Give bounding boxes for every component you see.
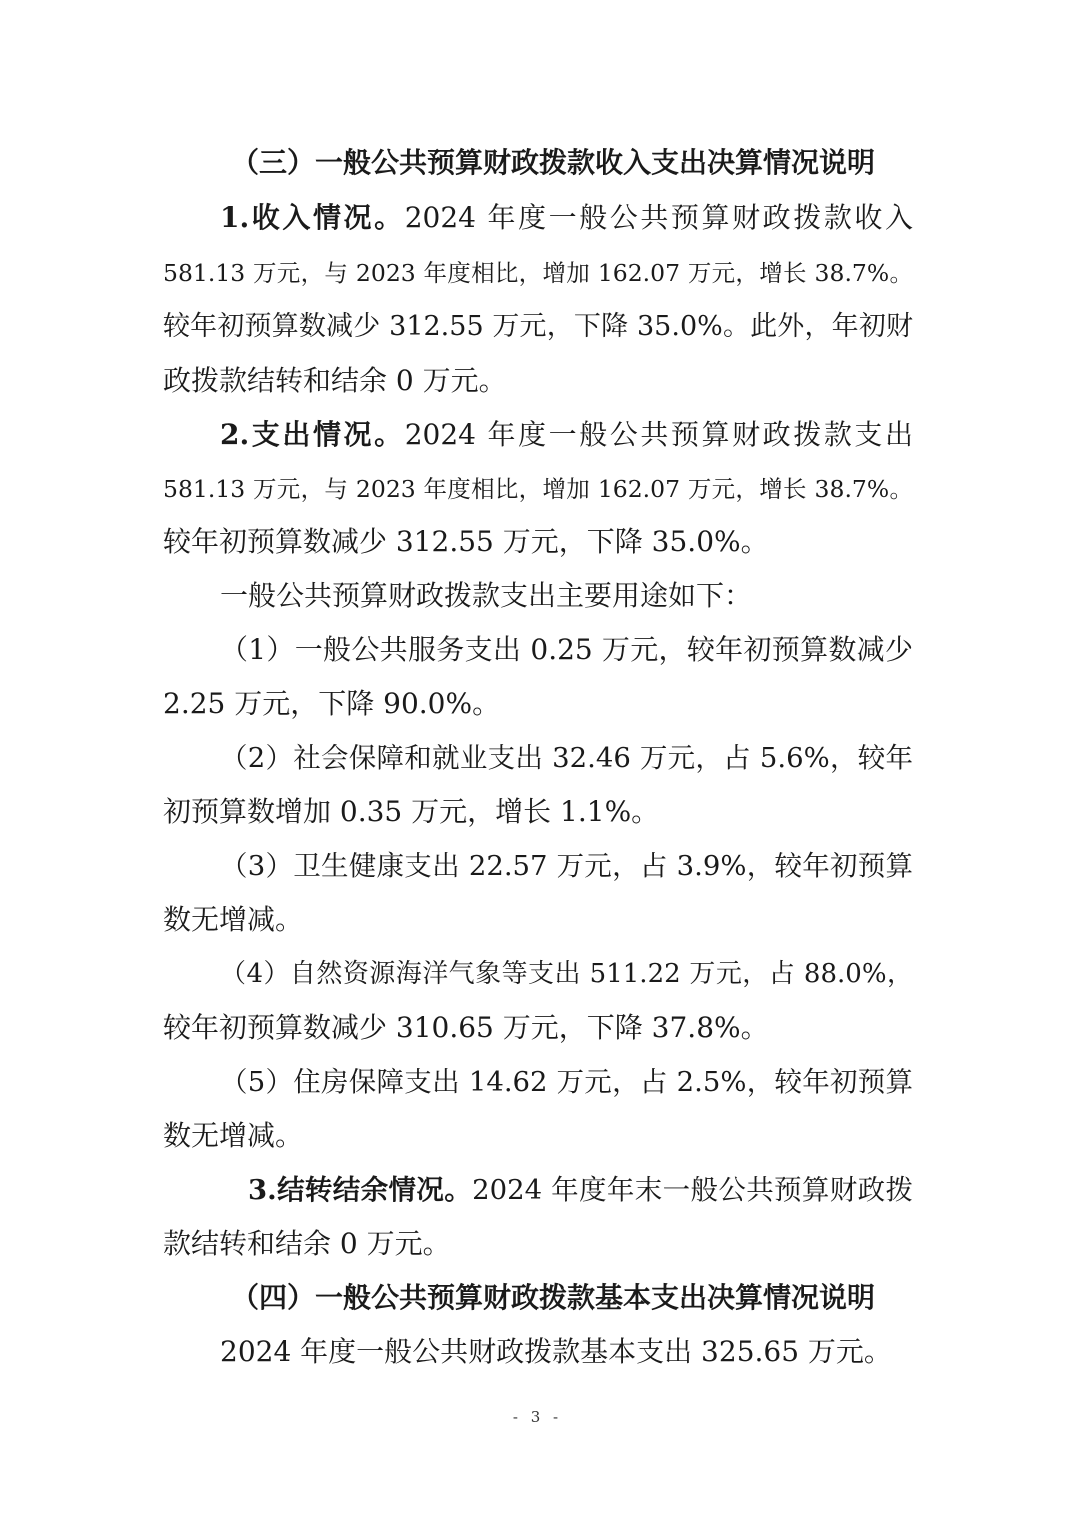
section3-heading: （三）一般公共预算财政拨款收入支出决算情况说明 xyxy=(231,146,876,179)
expense-line-2: 581.13 万元，与 2023 年度相比，增加 162.07 万元，增长 38.7%。 xyxy=(163,475,913,503)
carryover-line-1-text: 2024 年度年末一般公共预算财政拨 xyxy=(472,1174,913,1206)
uses-intro: 一般公共预算财政拨款支出主要用途如下： xyxy=(220,579,753,612)
income-label: 1.收入情况。 xyxy=(220,201,405,234)
income-line-1-text: 2024 年度一般公共预算财政拨款收入 xyxy=(404,201,913,234)
use-item-5-line-2: 数无增减。 xyxy=(163,1119,304,1152)
income-line-3: 较年初预算数减少 312.55 万元，下降 35.0%。此外，年初财 xyxy=(163,311,913,342)
income-line-1 xyxy=(220,198,913,238)
use-item-1-line-1: （1）一般公共服务支出 0.25 万元，较年初预算数减少 xyxy=(220,633,913,666)
carryover-line-1 xyxy=(248,1170,913,1210)
expense-line-3: 较年初预算数减少 312.55 万元，下降 35.0%。 xyxy=(163,525,769,558)
use-item-3-line-1: （3）卫生健康支出 22.57 万元，占 3.9%，较年初预算 xyxy=(220,850,913,882)
carryover-label: 3.结转结余情况。 xyxy=(248,1174,473,1206)
expense-line-1 xyxy=(220,415,913,455)
section4-line-1: 2024 年度一般公共财政拨款基本支出 325.65 万元。 xyxy=(220,1335,892,1368)
page-number: - 3 - xyxy=(512,1408,563,1426)
carryover-line-2: 款结转和结余 0 万元。 xyxy=(163,1227,451,1260)
section4-heading: （四）一般公共预算财政拨款基本支出决算情况说明 xyxy=(231,1281,876,1314)
expense-label: 2.支出情况。 xyxy=(220,418,405,451)
income-line-4: 政拨款结转和结余 0 万元。 xyxy=(163,364,507,397)
use-item-3-line-2: 数无增减。 xyxy=(163,903,304,936)
use-item-5-line-1: （5）住房保障支出 14.62 万元，占 2.5%，较年初预算 xyxy=(220,1066,913,1098)
use-item-1-line-2: 2.25 万元，下降 90.0%。 xyxy=(163,687,501,720)
expense-line-1-text: 2024 年度一般公共预算财政拨款支出 xyxy=(404,418,913,451)
use-item-2-line-1: （2）社会保障和就业支出 32.46 万元，占 5.6%，较年 xyxy=(220,742,913,774)
income-line-2: 581.13 万元，与 2023 年度相比，增加 162.07 万元，增长 38.7%。 xyxy=(163,259,913,287)
use-item-4-line-1: （4）自然资源海洋气象等支出 511.22 万元，占 88.0%， xyxy=(220,959,913,989)
use-item-4-line-2: 较年初预算数减少 310.65 万元，下降 37.8%。 xyxy=(163,1011,769,1044)
use-item-2-line-2: 初预算数增加 0.35 万元，增长 1.1%。 xyxy=(163,795,660,828)
